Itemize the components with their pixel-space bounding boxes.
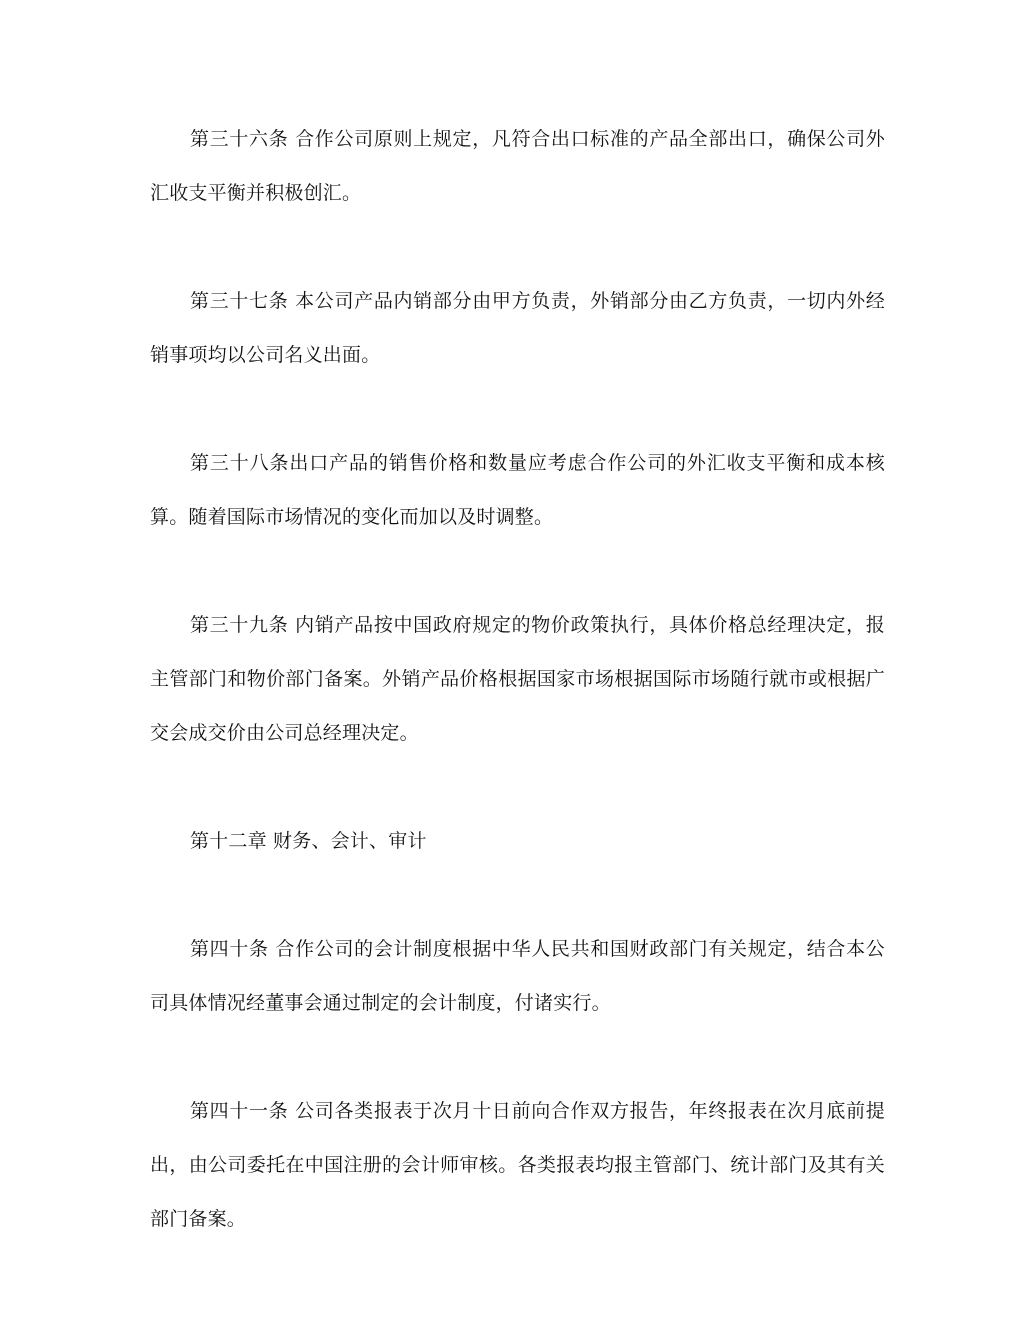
- article-41-paragraph: 第四十一条 公司各类报表于次月十日前向合作双方报告，年终报表在次月底前提出，由公司委托在中国注册的会计师审核。各类报表均报主管部门、统计部门及其有关部门备案。: [150, 1100, 885, 1230]
- article-38-paragraph: 第三十八条出口产品的销售价格和数量应考虑合作公司的外汇收支平衡和成本核算。随着国际市场情况的变化而加以及时调整。: [150, 452, 885, 528]
- article-39-paragraph: 第三十九条 内销产品按中国政府规定的物价政策执行，具体价格总经理决定，报主管部门和物价部门备案。外销产品价格根据国家市场根据国际市场随行就市或根据广交会成交价由公司总经理决定。: [150, 614, 885, 744]
- article-40-paragraph: 第四十条 合作公司的会计制度根据中华人民共和国财政部门有关规定，结合本公司具体情况经董事会通过制定的会计制度，付诸实行。: [150, 938, 885, 1014]
- article-37-paragraph: 第三十七条 本公司产品内销部分由甲方负责，外销部分由乙方负责，一切内外经销事项均以公司名义出面。: [150, 290, 885, 366]
- document-body: [150, 112, 885, 1246]
- article-36-paragraph: 第三十六条 合作公司原则上规定，凡符合出口标准的产品全部出口，确保公司外汇收支平衡并积极创汇。: [150, 128, 885, 204]
- chapter-12-heading: 第十二章 财务、会计、审计: [190, 830, 427, 852]
